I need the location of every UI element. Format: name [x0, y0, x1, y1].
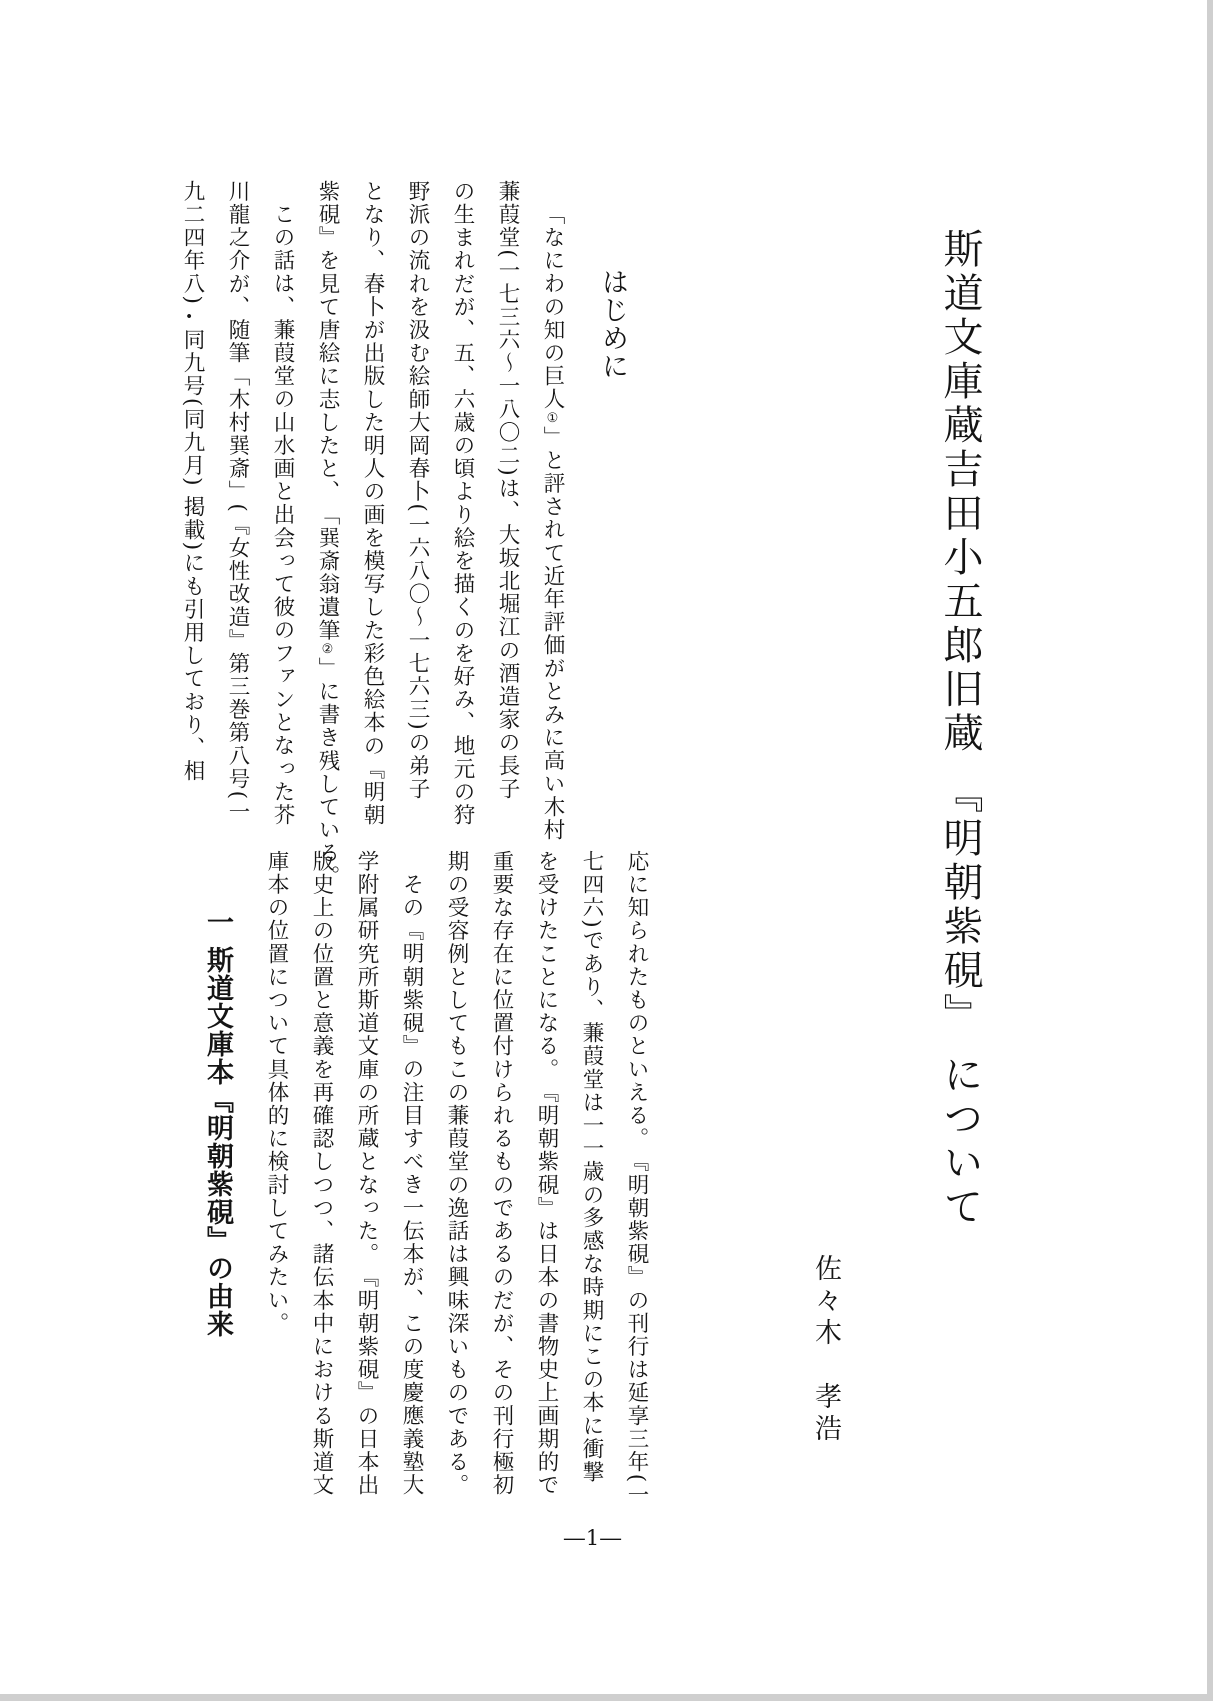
note-marker: ②	[320, 642, 335, 657]
intro-upper-text-block	[169, 180, 575, 888]
page-number: ―1―	[563, 1526, 623, 1550]
note-marker: ①	[545, 410, 560, 426]
text-column: この話は、蒹葭堂の山水画と出会って彼のファンとなった芥	[270, 203, 295, 827]
text-column: 版史上の位置と意義を再確認しつつ、諸伝本中における斯道文	[309, 850, 334, 1497]
intro-section-heading: はじめに	[597, 268, 628, 380]
text-column: 学附属研究所斯道文庫の所蔵となった。『明朝紫硯』の日本出	[354, 850, 379, 1497]
author-name: 佐々木 孝浩	[810, 1254, 841, 1446]
text-column: 紫硯』を見て唐絵に志したと、「巽斎翁遺筆②」に書き残している。	[315, 180, 340, 888]
text-column: 「なにわの知の巨人①」と評されて近年評価がとみに高い木村	[540, 203, 565, 842]
text-column: 期の受容例としてもこの蒹葭堂の逸話は興味深いものである。	[444, 850, 469, 1497]
text-column: の生まれだが、五、六歳の頃より絵を描くのを好み、地元の狩	[450, 180, 475, 827]
text-column: 川龍之介が、随筆「木村巽斎」(『女性改造』第三巻第八号(一	[225, 180, 250, 824]
text-column: となり、春卜が出版した明人の画を模写した彩色絵本の『明朝	[360, 180, 385, 827]
article-title: 斯道文庫蔵吉田小五郎旧蔵 『明朝紫硯』 について	[937, 228, 983, 1230]
text-column: 九二四年八)・同九号(同九月) 掲載)にも引用しており、相	[180, 180, 205, 783]
text-column: その『明朝紫硯』の注目すべき一伝本が、この度慶應義塾大	[399, 873, 424, 1497]
text-column: を受けたことになる。『明朝紫硯』は日本の書物史上画期的で	[534, 850, 559, 1497]
scan-edge-bottom	[0, 1694, 1213, 1701]
text-column: 庫本の位置について具体的に検討してみたい。	[264, 850, 289, 1336]
text-column: 七四六)であり、蒹葭堂は一一歳の多感な時期にこの本に衝撃	[579, 850, 604, 1484]
text-column: 野派の流れを汲む絵師大岡春卜(一六八〇〜一七六三)の弟子	[405, 180, 430, 801]
scan-edge-right	[1207, 0, 1213, 1701]
section1-heading: 一 斯道文庫本『明朝紫硯』の由来	[202, 908, 233, 1339]
text-column: 重要な存在に位置付けられるものであるのだが、その刊行極初	[489, 850, 514, 1497]
text-column: 蒹葭堂(一七三六〜一八〇二)は、大坂北堀江の酒造家の長子	[495, 180, 520, 801]
intro-lower-text-block	[253, 850, 659, 1507]
text-column: 応に知られたものといえる。『明朝紫硯』の刊行は延享三年(一	[624, 850, 649, 1507]
